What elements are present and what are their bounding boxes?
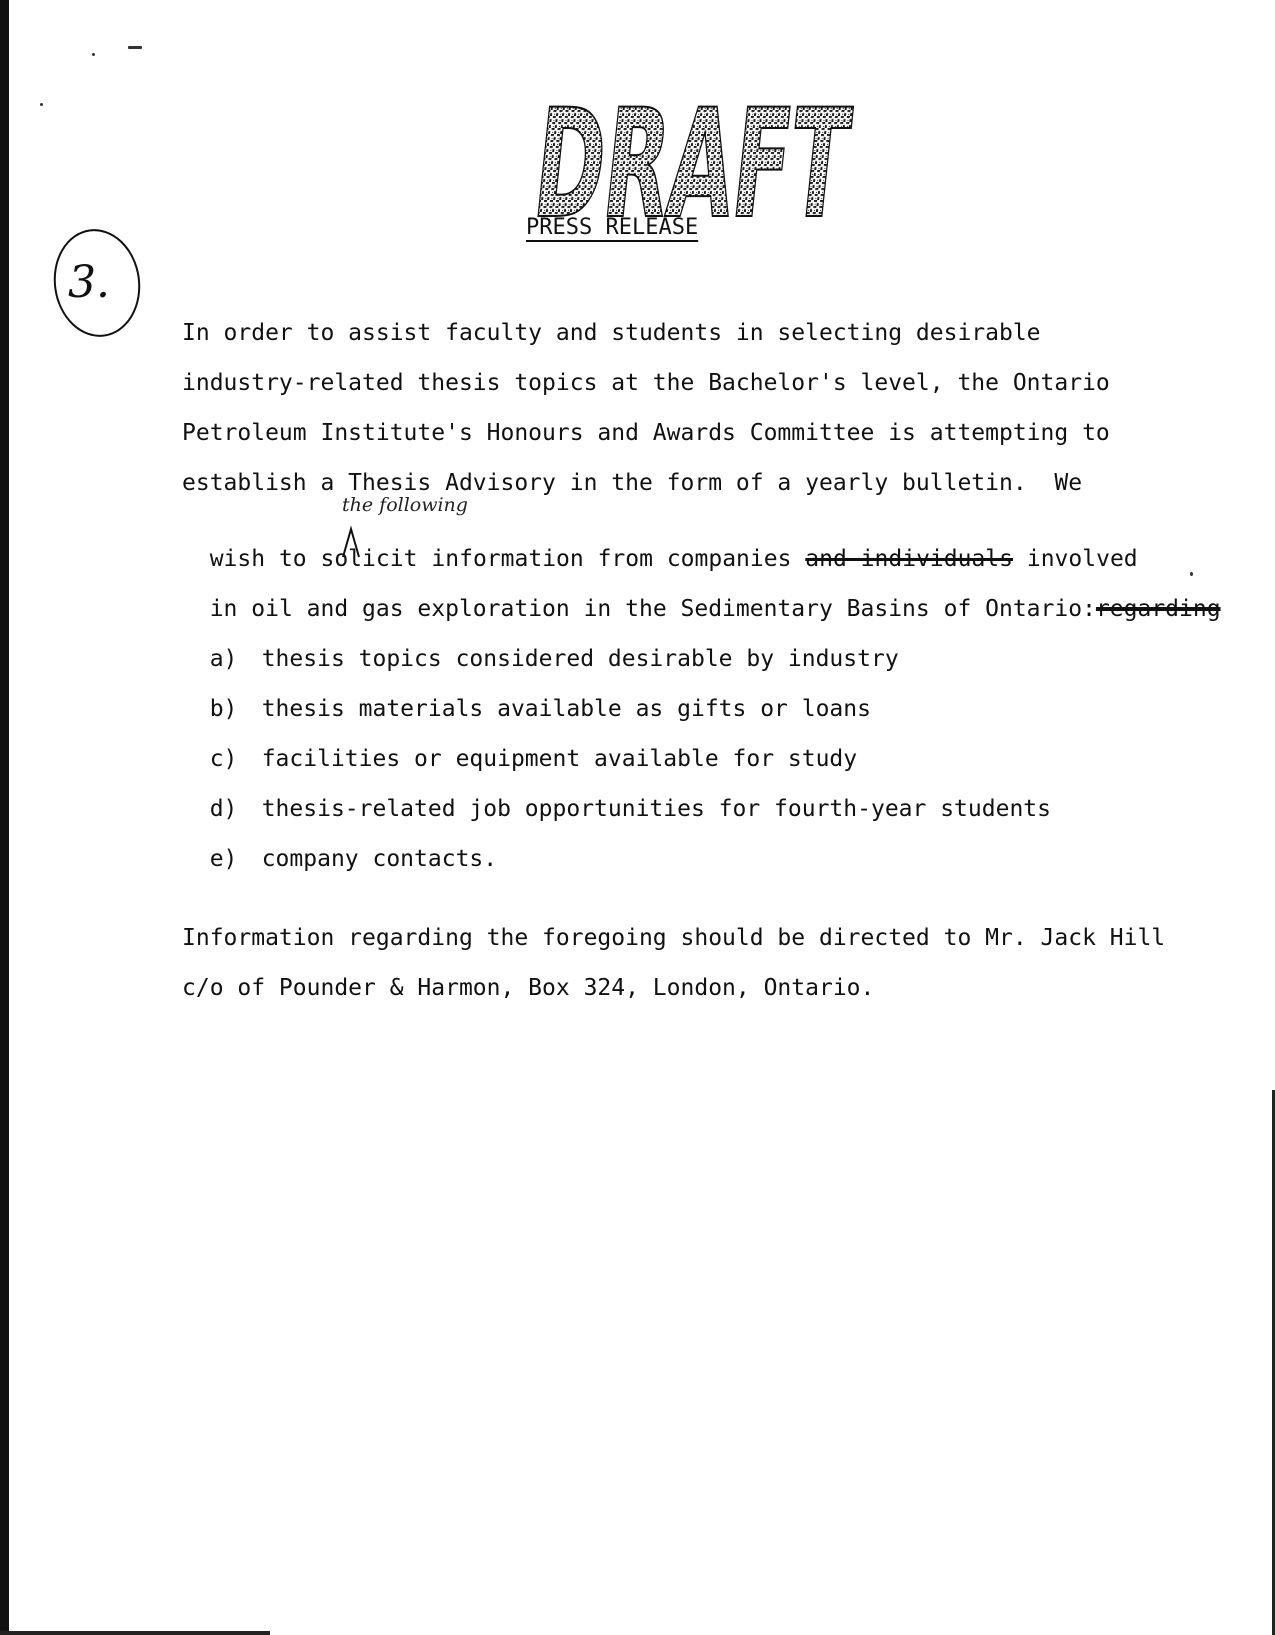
svg-text:DRAFT: DRAFT xyxy=(536,77,856,238)
list-item-text: thesis materials available as gifts or loans xyxy=(261,696,871,722)
paragraph-line: establish a Thesis Advisory in the form of a yearly bulletin. We xyxy=(182,470,1083,496)
struck-text: regarding xyxy=(1095,596,1221,622)
list-item-text: thesis-related job opportunities for fourth-year students xyxy=(261,796,1051,822)
list-marker: c) xyxy=(209,746,238,772)
scan-edge-left xyxy=(0,0,9,1635)
list-item xyxy=(182,620,899,672)
list-item-text: company contacts. xyxy=(261,846,498,872)
text-run: in oil and gas exploration in the Sedimentary Basins of Ontario xyxy=(209,596,1083,622)
paragraph-line: c/o of Pounder & Harmon, Box 324, London, Ontario. xyxy=(182,975,875,1001)
list-marker: a) xyxy=(209,646,238,672)
page-number xyxy=(48,222,148,340)
list-item-text: thesis topics considered desirable by industry xyxy=(261,646,899,672)
paragraph-line: industry-related thesis topics at the Bachelor's level, the Ontario xyxy=(182,370,1110,396)
paragraph-line xyxy=(182,570,1221,622)
list-marker: b) xyxy=(209,696,238,722)
paragraph-line: Petroleum Institute's Honours and Awards Committee is attempting to xyxy=(182,420,1110,446)
text-run: involved xyxy=(1013,546,1138,572)
list-item xyxy=(182,770,1051,822)
scan-speck xyxy=(92,53,95,56)
page-number-text: 3. xyxy=(68,257,110,308)
list-item xyxy=(182,720,857,772)
scan-speck xyxy=(40,103,43,106)
paragraph-line: Information regarding the foregoing should be directed to Mr. Jack Hill xyxy=(182,925,1166,951)
paragraph-line xyxy=(182,520,1138,572)
list-item-text: facilities or equipment available for study xyxy=(261,746,858,772)
list-item xyxy=(182,670,871,722)
handwritten-insert: the following xyxy=(342,494,468,516)
list-marker: d) xyxy=(209,796,238,822)
struck-text: and individuals xyxy=(805,546,1014,572)
draft-stamp xyxy=(536,68,856,238)
list-marker: e) xyxy=(209,846,238,872)
paragraph-line: In order to assist faculty and students in selecting desirable xyxy=(182,320,1041,346)
scan-speck xyxy=(128,46,142,49)
scan-edge-bottom xyxy=(0,1631,270,1635)
list-item xyxy=(182,820,497,872)
text-run: information from companies xyxy=(431,546,806,572)
text-run: wish to solicit xyxy=(209,546,418,572)
page-title: PRESS RELEASE xyxy=(526,215,699,240)
handwritten-colon: : xyxy=(1082,596,1096,622)
